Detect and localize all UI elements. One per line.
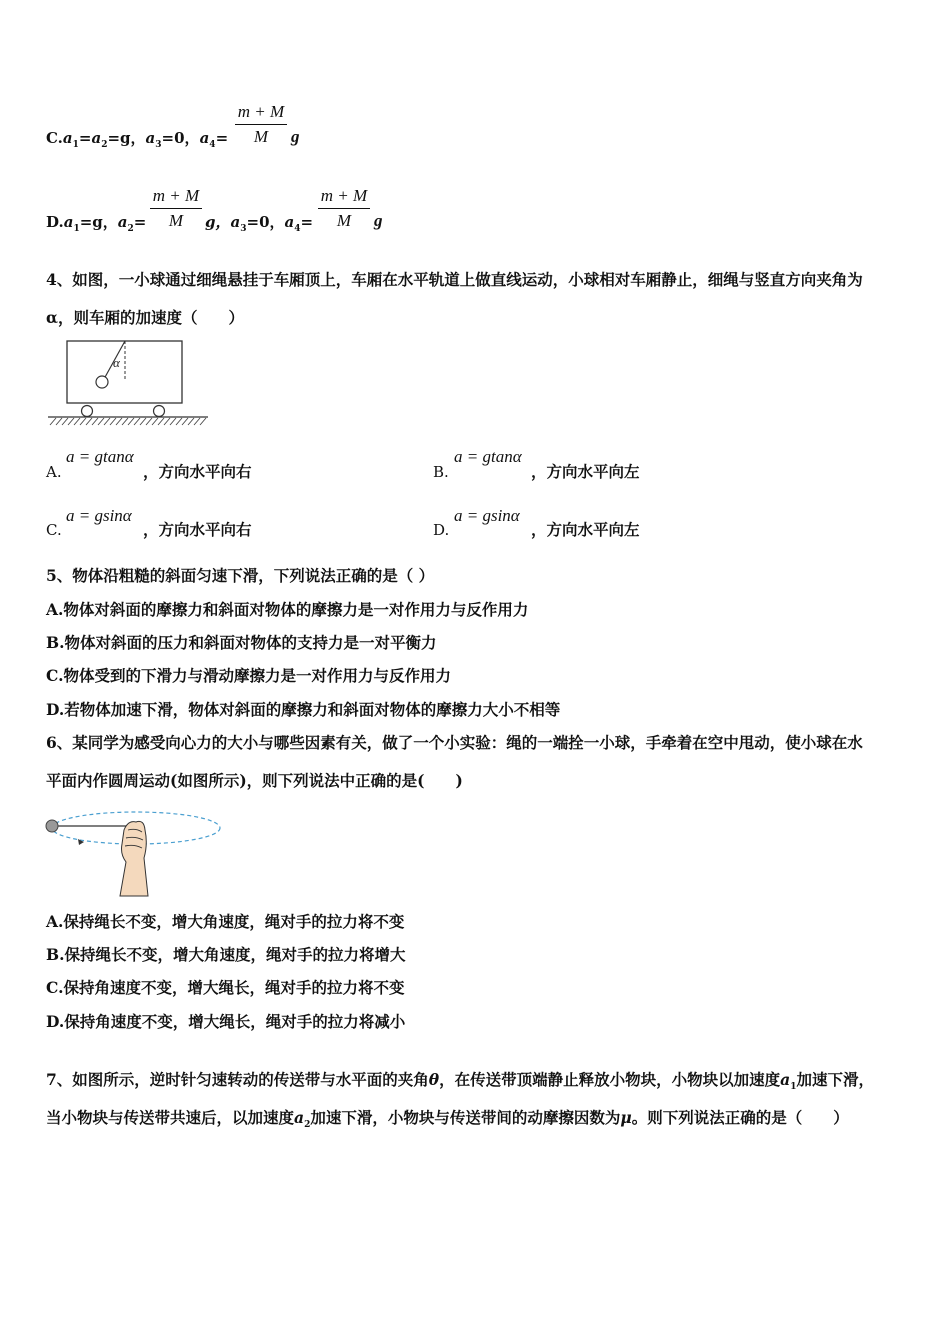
q3-d-fraction-1: m + M M — [150, 185, 202, 231]
q4-option-d-label: D. — [433, 521, 450, 539]
q4-option-c-label: C. — [46, 521, 62, 539]
q6-option-d: D.保持角速度不变，增大绳长，绳对手的拉力将减小 — [46, 1012, 406, 1031]
q3-d-middle: g，$a_3=0$，$a_4=$ — [205, 213, 314, 234]
q5-stem: 5、物体沿粗糙的斜面匀速下滑，下列说法正确的是（ ） — [46, 566, 435, 585]
q6-stem-line2: 平面内作圆周运动(如图所示)，则下列说法中正确的是( ) — [46, 771, 463, 790]
q5-option-d: D.若物体加速下滑，物体对斜面的摩擦力和斜面对物体的摩擦力大小不相等 — [46, 700, 561, 719]
q4-option-a-text: ，方向水平向右 — [143, 462, 252, 481]
ball — [96, 376, 108, 388]
wheel-left — [82, 406, 93, 417]
q4-option-a-label: A. — [46, 463, 62, 481]
q6-stem-line1: 6、某同学为感受向心力的大小与哪些因素有关，做了一个小实验：绳的一端拴一小球，手牵着在空中甩动，使小球在水 — [46, 733, 863, 752]
q7-stem-line1: 7、如图所示，逆时针匀速转动的传送带与水平面的夹角θ，在传送带顶端静止释放小物块，小物块以加速度$a_1$加速下滑， — [46, 1070, 874, 1093]
wheel-right — [154, 406, 165, 417]
hand — [120, 821, 148, 896]
q3-d-g: g — [374, 211, 383, 230]
q4-option-b-text: ，方向水平向左 — [531, 462, 640, 481]
angle-label: α — [113, 355, 120, 370]
ball — [46, 820, 58, 832]
q5-option-b: B.物体对斜面的压力和斜面对物体的支持力是一对平衡力 — [46, 633, 437, 652]
q4-cart-figure — [44, 337, 214, 427]
q5-option-a: A.物体对斜面的摩擦力和斜面对物体的摩擦力是一对作用力与反作用力 — [46, 600, 529, 619]
q4-option-b-label: B. — [433, 463, 449, 481]
q6-option-b: B.保持绳长不变，增大角速度，绳对手的拉力将增大 — [46, 945, 406, 964]
q4-stem-line1: 4、如图，一小球通过细绳悬挂于车厢顶上，车厢在水平轨道上做直线运动，小球相对车厢静止，细绳与竖直方向夹角为 — [46, 270, 863, 289]
q3-c-g: g — [291, 127, 300, 146]
ground-hatch — [50, 418, 206, 425]
q3-c-fraction: m + M M — [235, 101, 287, 147]
q3-option-c: $C.a_1=a_2=g$，$a_3=0$，$a_4=$ — [46, 129, 229, 150]
q5-option-c: C.物体受到的下滑力与滑动摩擦力是一对作用力与反作用力 — [46, 666, 451, 685]
q4-option-d-formula: a = gsinα — [454, 506, 520, 525]
q4-stem-line2: α，则车厢的加速度（ ） — [46, 308, 244, 327]
q4-option-c-text: ，方向水平向右 — [143, 520, 252, 539]
q3-d-fraction-2: m + M M — [318, 185, 370, 231]
q6-option-c: C.保持角速度不变，增大绳长，绳对手的拉力将不变 — [46, 978, 405, 997]
q6-swing-figure — [44, 810, 224, 900]
q4-option-b-formula: a = gtanα — [454, 447, 522, 466]
q4-option-d-text: ，方向水平向左 — [531, 520, 640, 539]
q4-option-c-formula: a = gsinα — [66, 506, 132, 525]
q3-option-d: $D.a_1=g$，$a_2=$ — [46, 213, 147, 234]
q4-option-a-formula: a = gtanα — [66, 447, 134, 466]
q6-option-a: A.保持绳长不变，增大角速度，绳对手的拉力将不变 — [46, 912, 405, 931]
q7-stem-line2: 当小物块与传送带共速后，以加速度$a_2$加速下滑，小物块与传送带间的动摩擦因数为μ。则下列说法正确的是（ ） — [46, 1108, 849, 1131]
